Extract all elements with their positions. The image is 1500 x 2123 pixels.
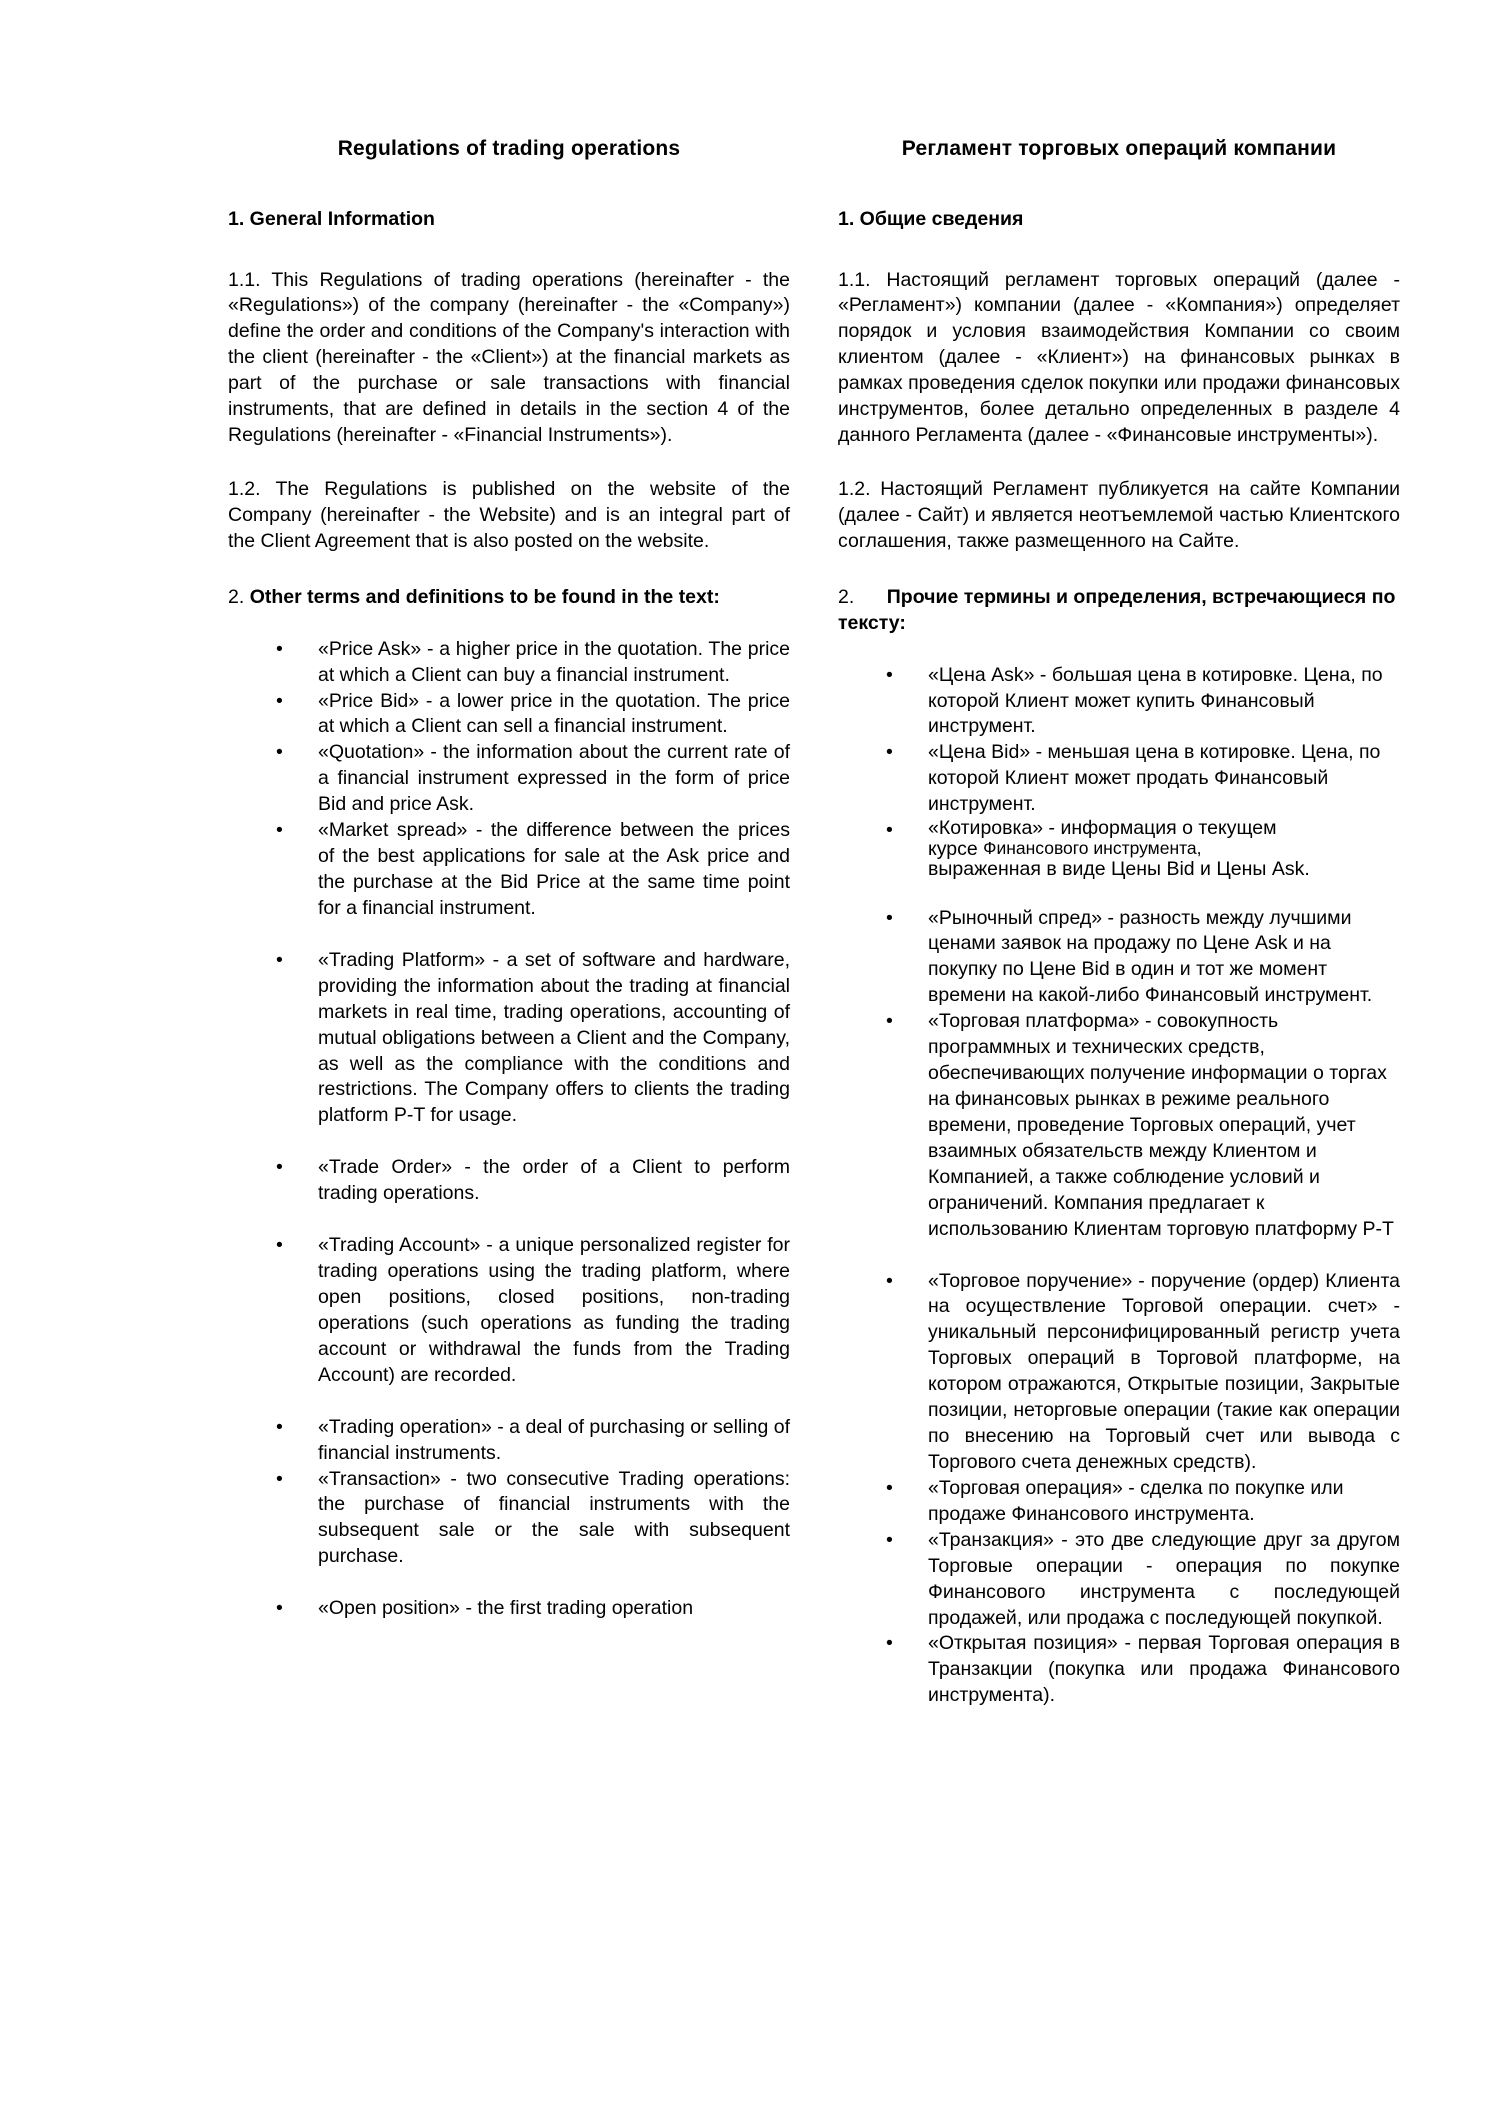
section-2-title-russian: Прочие термины и определения, встречающиеся по тексту: <box>838 585 1396 634</box>
list-item: • «Open position» - the first trading operation <box>228 1596 790 1622</box>
quotation-line-1: • «Котировка» - информация о текущем <box>928 817 1277 840</box>
list-item: • «Цена Bid» - меньшая цена в котировке. Цена, по которой Клиент может продать Финансовый инструмент. <box>838 740 1400 818</box>
list-item: • «Рыночный спред» - разность между лучшими ценами заявок на продажу по Цене Ask и на покупку по Цене Bid в один и тот же момент времени на какой-либо Финансовый инструмент. <box>838 906 1400 1010</box>
quotation-line-3: выраженная в виде Цены Bid и Цены Ask. <box>928 858 1310 881</box>
page-title-russian: Регламент торговых операций компании <box>901 137 1337 160</box>
section-heading-other-terms-english <box>228 585 790 611</box>
list-item: • «Открытая позиция» - первая Торговая операция в Транзакции (покупка или продажа Финансового инструмента). <box>838 1631 1400 1709</box>
list-item: • «Market spread» - the difference between the prices of the best applications for sale at the Ask price and the purchase at the Bid Price at the same time point for a financial instrument. <box>228 818 790 922</box>
list-item: • «Price Ask» - a higher price in the quotation. The price at which a Client can buy a financial instrument. <box>228 637 790 689</box>
list-item: • «Price Bid» - a lower price in the quotation. The price at which a Client can sell a financial instrument. <box>228 689 790 741</box>
paragraph-1-2-english: 1.2. The Regulations is published on the website of the Company (hereinafter - the Website) and is an integral part of the Client Agreement that is also posted on the website. <box>228 478 790 552</box>
quotation-line-2 <box>928 839 1400 859</box>
list-item: • «Цена Ask» - большая цена в котировке. Цена, по которой Клиент может купить Финансовый инструмент. <box>838 663 1400 741</box>
paragraph-1-1-english: 1.1. This Regulations of trading operations (hereinafter - the «Regulations») of the company (hereinafter - the «Company») define the order and conditions of the Company's interaction with the client (hereinafter - the «Client») at the financial markets as part of the purchase or sale transactions with financial instruments, that are defined in details in the section 4 of the Regulations (hereinafter - «Financial Instruments»). <box>228 268 790 447</box>
paragraph-1-2-russian: 1.2. Настоящий Регламент публикуется на сайте Компании (далее - Сайт) и является неотъемлемой частью Клиентского соглашения, также размещенного на Сайте. <box>838 478 1400 552</box>
page-title-english: Regulations of trading operations <box>337 137 681 160</box>
section-heading-other-terms-russian <box>838 585 1400 637</box>
paragraph-1-1-russian: 1.1. Настоящий регламент торговых операций (далее - «Регламент») компании (далее - «Компания») определяет порядок и условия взаимодействия Компании со своим клиентом (далее - «Клиент») на финансовых рынках в рамках проведения сделок покупки или продажи финансовых инструментов, более детально определенных в разделе 4 данного Регламента (далее - «Финансовые инструменты»). <box>838 268 1400 447</box>
list-item: • «Trading operation» - a deal of purchasing or selling of financial instruments. <box>228 1415 790 1467</box>
list-item-quotation <box>838 818 1400 879</box>
list-item: • «Transaction» - two consecutive Trading operations: the purchase of financial instruments with the subsequent sale or the sale with subsequent purchase. <box>228 1467 790 1571</box>
section-heading-general-information-russian: 1. Общие сведения <box>838 208 1024 231</box>
list-item: • «Торговая платформа» - совокупность программных и технических средств, обеспечивающих получение информации о торгах на финансовых рынках в режиме реального времени, проведение Торговых операций, учет взаимных обязательств между Клиентом и Компанией, а также соблюдение условий и ограничений. Компания предлагает к использованию Клиентам торговую платформу P-T <box>838 1009 1400 1242</box>
english-column <box>228 136 790 1709</box>
section-2-number-english: 2. <box>228 585 250 608</box>
list-item: • «Trade Order» - the order of a Client to perform trading operations. <box>228 1155 790 1207</box>
section-2-title-english: Other terms and definitions to be found in the text: <box>249 585 720 608</box>
two-column-layout <box>228 136 1400 1709</box>
list-item: • «Trading Account» - a unique personalized register for trading operations using the trading platform, where open positions, closed positions, non-trading operations (such operations as funding the trading account or withdrawal the funds from the Trading Account) are recorded. <box>228 1233 790 1389</box>
list-item: • «Торговая операция» - сделка по покупке или продаже Финансового инструмента. <box>838 1476 1400 1528</box>
definitions-list-english <box>228 637 790 1622</box>
quotation-line-2-rest: Финансового инструмента, <box>983 837 1202 858</box>
list-item: • «Транзакция» - это две следующие друг за другом Торговые операции - операция по покупке Финансового инструмента с последующей продажей, или продажа с последующей покупкой. <box>838 1528 1400 1632</box>
list-item: • «Trading Platform» - a set of software and hardware, providing the information about the trading at financial markets in real time, trading operations, accounting of mutual obligations between a Client and the Company, as well as the compliance with the conditions and restrictions. The Company offers to clients the trading platform P-T for usage. <box>228 948 790 1129</box>
definitions-list-russian <box>838 663 1400 1710</box>
list-item: • «Quotation» - the information about the current rate of a financial instrument expressed in the form of price Bid and price Ask. <box>228 740 790 818</box>
section-2-number-russian: 2. <box>838 585 887 608</box>
quotation-word-kurse: курсе <box>928 837 984 860</box>
russian-column <box>838 136 1400 1709</box>
section-heading-general-information: 1. General Information <box>228 208 435 231</box>
list-item: • «Торговое поручение» - поручение (ордер) Клиента на осуществление Торговой операции. счет» - уникальный персонифицированный регистр учета Торговых операций в Торговой платформе, на котором отражаются, Открытые позиции, Закрытые позиции, неторговые операции (такие как операции по внесению на Торговый счет или вывода с Торгового счета денежных средств). <box>838 1269 1400 1476</box>
